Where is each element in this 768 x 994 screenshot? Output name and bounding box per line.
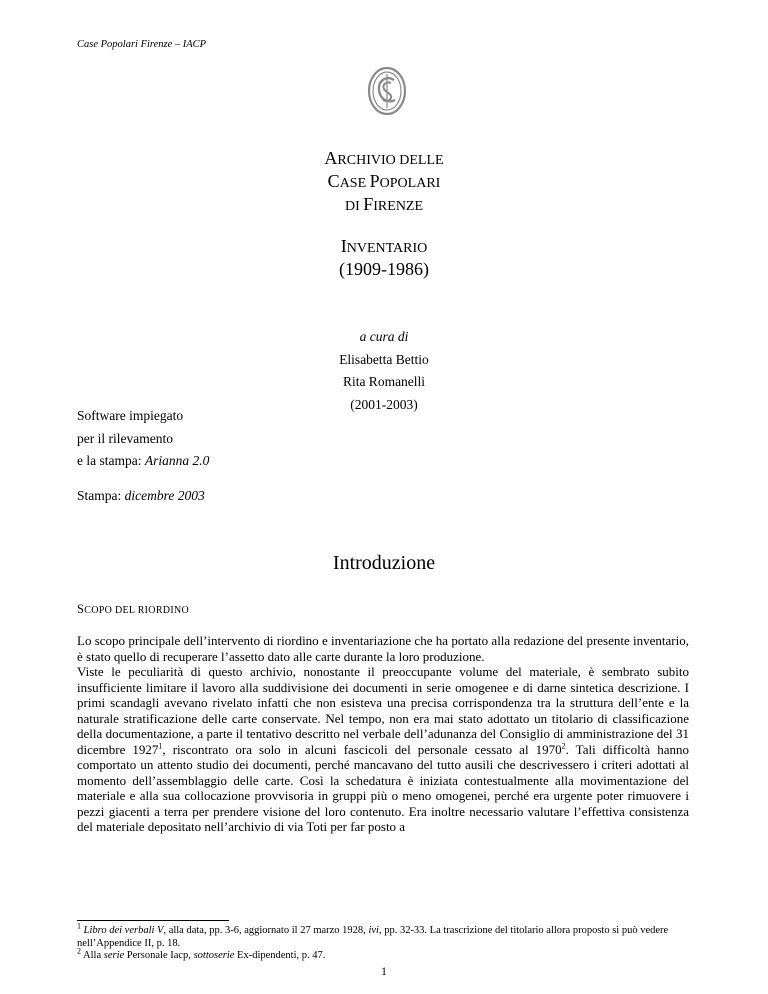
paragraph: Viste le peculiarità di questo archivio, nonostante il preoccupante volume del materiale, è sembrato subito insufficiente limitare il lavoro alla suddivisione dei documenti in serie omogenee e di darne sintetica descrizione. I primi scandagli avevano rivelato infatti che non esisteva una precisa corrispondenza tra la struttura dell’ente e la naturale stratificazione delle carte conservate. Nel tempo, non era mai stato adottato un titolario di classificazione della documentazione, a parte il tentativo descritto nel verbale dell’adunanza del Consiglio di amministrazione del 31 dicembre 1927$^1$, riscontrato ora solo in alcuni fascicoli del personale cessato al 1970$^2$. Tali difficoltà hanno comportato un attento studio dei documenti, perché mancavano del tutto ausili che descrivessero i criteri adottati al momento dell’assemblaggio delle carte. Così la schedatura è iniziata contestualmente alla movimentazione del materiale e alla sua collocazione provvisoria in gruppi più o meno omogenei, perché era urgente poter rimuovere i pezzi giacenti a terra per prendere visione del loro contenuto. Era inoltre necessario valutare l’effettiva consistenza del materiale depositato nell’archivio di via Toti per far posto a (77, 664, 689, 834)
inventory-years: (1909-1986) (339, 259, 429, 279)
curator-name: Rita Romanelli (342, 374, 426, 389)
footnote: $^1$ Libro dei verbali V, alla data, pp. 3-6, aggiornato il 27 marzo 1928, ivi, pp. 32-33. La trascrizione del titolario allora proposto si può vedere nell’Appendice II, p. 18. (77, 921, 669, 949)
footnotes (77, 921, 689, 963)
paragraph: Lo scopo principale dell’intervento di riordino e inventariazione che ha portato alla redazione del presente inventario, è stato quello di recuperare l’assetto dato alle carte durante la loro produzione. (77, 633, 689, 664)
footnote-ref: 2 (561, 741, 566, 751)
footnote-divider (77, 920, 229, 921)
inventory-title: INVENTARIO (1909-1986) (0, 236, 768, 280)
curator-name: Elisabetta Bettio (339, 351, 429, 367)
software-name: Arianna 2.0 (144, 453, 210, 468)
section-heading: Introduzione (332, 552, 436, 574)
body-text (77, 633, 689, 835)
archive-title: ARCHIVIO DELLE CASE POPOLARI DI FIRENZE (324, 148, 444, 214)
credits-period: (2001-2003) (350, 396, 418, 412)
print-date: Stampa: dicembre 2003 (77, 488, 205, 503)
iacp-seal-logo-icon (367, 66, 407, 116)
page-number: 1 (381, 966, 387, 978)
software-note: Software impiegato per il rilevamento e la stampa: Arianna 2.0 (77, 408, 210, 468)
running-header: Case Popolari Firenze – IACP (77, 39, 207, 50)
footnote: $^2$ Alla serie Personale Iacp, sottoserie Ex-dipendenti, p. 47. (77, 946, 326, 961)
curator-label: a cura di (359, 329, 409, 344)
credits-block (0, 326, 768, 416)
footnote-ref: 1 (158, 741, 163, 751)
subsection-heading: SCOPO DEL RIORDINO (77, 602, 189, 616)
